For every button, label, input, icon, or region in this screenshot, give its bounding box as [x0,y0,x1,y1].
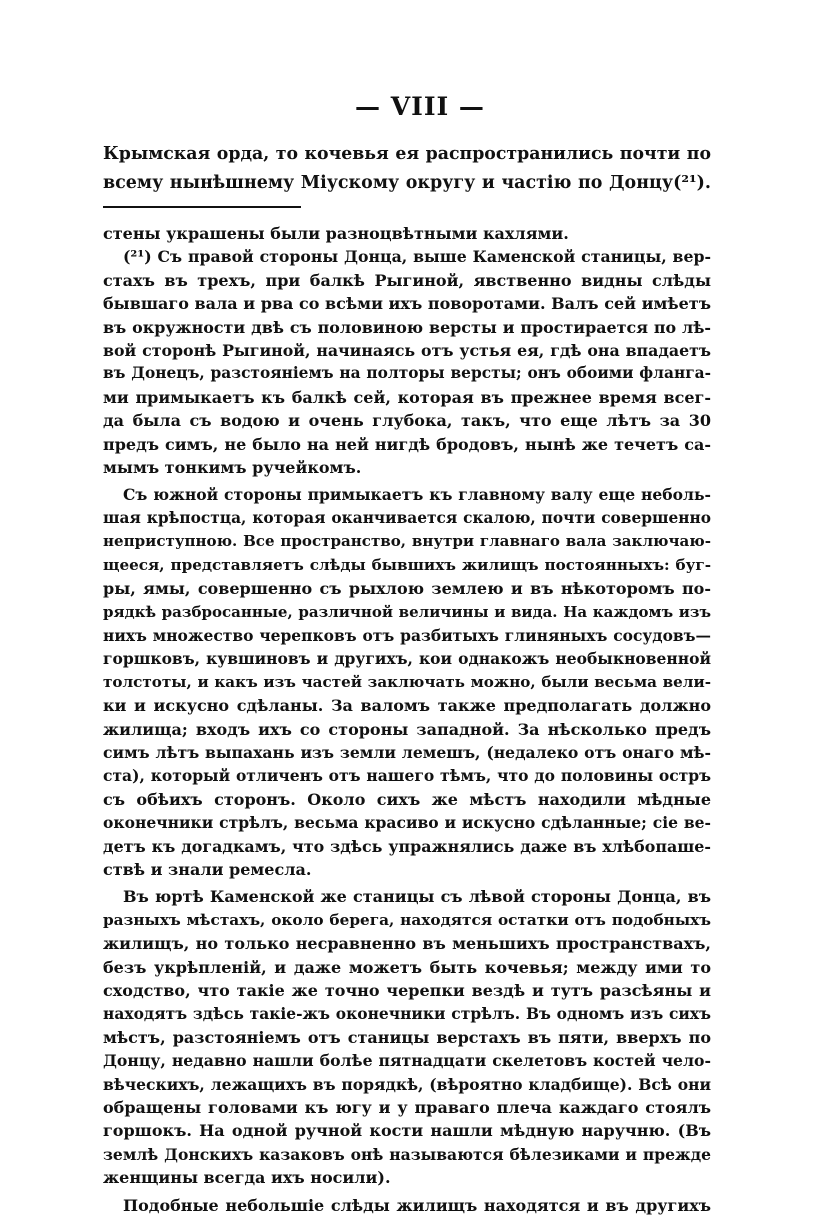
footnote-line: Донцу, недавно нашли болѣе пятнадцати скелетовъ костей чело- [103,1051,711,1071]
main-text-line: Крымская орда, то кочевья ея распространились почти по [103,144,711,164]
footnote-line: горшковъ, кувшиновъ и другихъ, кои однакожъ необыкновенной [103,649,711,669]
footnote-line: горшокъ. На одной ручной кости нашли мѣдную наручню. (Въ [103,1121,711,1141]
footnote-line: Въ юртѣ Каменской же станицы съ лѣвой стороны Донца, въ [123,887,711,907]
footnote-line: въ окружности двѣ съ половиною версты и простирается по лѣ- [103,317,711,337]
footnote-line: ми примыкаетъ къ балкѣ сей, которая въ прежнее время всег- [103,387,711,407]
footnote-line: стены украшены были разноцвѣтными кахлями. [103,224,569,243]
footnote-line: бывшаго вала и рва со всѣми ихъ поворотами. Валъ сей имѣетъ [103,294,711,314]
footnote-line: обращены головами къ югу и у праваго плеча каждаго стоялъ [103,1098,711,1118]
footnote-line: толстоты, и какъ изъ частей заключать можно, были весьма вели- [103,672,711,691]
footnote-line: мѣстъ, разстояніемъ отъ станицы верстахъ въ пяти, вверхъ по [103,1027,711,1047]
footnote-paragraph-4 [103,1194,711,1217]
footnote-line: оконечники стрѣлъ, весьма красиво и искусно сдѣланные; сіе ве- [103,813,711,833]
footnote-line: съ обѣихъ сторонъ. Около сихъ же мѣстъ находили мѣдные [103,789,711,809]
footnote-separator [103,206,301,208]
footnote-line: сходство, что такіе же точно черепки вездѣ и тутъ разсѣяны и [103,981,711,1000]
footnote-line: жилищъ, но только несравненно въ меньшихъ пространствахъ, [103,934,711,954]
footnote-line: симъ лѣтъ выпахань изъ земли лемешъ, (недалеко отъ онаго мѣ- [103,742,711,762]
footnote-line: щееся, представляетъ слѣды бывшихъ жилищъ постоянныхъ: буг- [103,555,711,574]
footnote-line: (²¹) Съ правой стороны Донца, выше Каменской станицы, вер- [123,247,711,267]
footnote-line: стахъ въ трехъ, при балкѣ Рыгиной, явственно видны слѣды [103,270,711,290]
footnote-line: ки и искусно сдѣланы. За валомъ также предполагать должно [103,696,711,716]
footnote-paragraph-1 [103,245,711,479]
footnote-line: разныхъ мѣстахъ, около берега, находятся остатки отъ подобныхъ [103,910,711,929]
footnote-line: Съ южной стороны примыкаетъ къ главному валу еще неболь- [123,485,711,505]
footnote-line: вѣческихъ, лежащихъ въ порядкѣ, (вѣроятно кладбище). Всѣ они [103,1074,711,1094]
footnote-line: Подобные небольшіе слѣды жилищъ находятся и въ другихъ [123,1195,711,1215]
main-text-line: всему нынѣшнему Міускому округу и частію по Донцу(²¹). [103,173,711,193]
footnote-line: шая крѣпостца, которая оканчивается скалою, почти совершенно [103,508,711,527]
footnote-line: находятъ здѣсь такіе-жъ оконечники стрѣлъ. Въ одномъ изъ сихъ [103,1004,711,1024]
footnote-line: неприступною. Все пространство, внутри главнаго вала заключаю- [103,532,711,551]
footnote-line: ры, ямы, совершенно съ рыхлою землею и въ нѣкоторомъ по- [103,579,711,599]
page-number: — VIII — [355,92,485,121]
footnote-paragraph-3 [103,885,711,1189]
footnote-continuation [103,222,711,245]
footnotes [103,222,711,1217]
footnote-line: ствѣ и знали ремесла. [103,859,312,879]
footnote-line: жилища; входъ ихъ со стороны западной. За нѣсколько предъ [103,719,711,739]
footnote-line: нихъ множество черепковъ отъ разбитыхъ глиняныхъ сосудовъ— [103,625,711,645]
footnote-line: детъ къ догадкамъ, что здѣсь упражнялись даже въ хлѣбопаше- [103,836,711,856]
footnote-line: безъ укрѣпленій, и даже можетъ быть кочевья; между ими то [103,957,711,977]
footnote-line: вой сторонѣ Рыгиной, начинаясь отъ устья ея, гдѣ она впадаетъ [103,341,711,361]
footnote-line: землѣ Донскихъ казаковъ онѣ называются бѣлезиками и прежде [103,1144,711,1164]
footnote-line: да была съ водою и очень глубока, такъ, что еще лѣтъ за 30 [103,411,711,431]
footnote-line: мымъ тонкимъ ручейкомъ. [103,458,362,478]
footnote-line: рядкѣ разбросанные, различной величины и вида. На каждомъ изъ [103,602,711,621]
footnote-line: женщины всегда ихъ носили). [103,1168,391,1188]
footnote-line: предъ симъ, не было на ней нигдѣ бродовъ, нынѣ же течетъ са- [103,434,711,454]
footnote-line: въ Донецъ, разстояніемъ на полторы версты; онъ обоими флангa- [103,364,711,383]
footnote-line: ста), который отличенъ отъ нашего тѣмъ, что до половины остръ [103,766,711,786]
main-text [103,140,711,198]
footnote-paragraph-2 [103,483,711,881]
